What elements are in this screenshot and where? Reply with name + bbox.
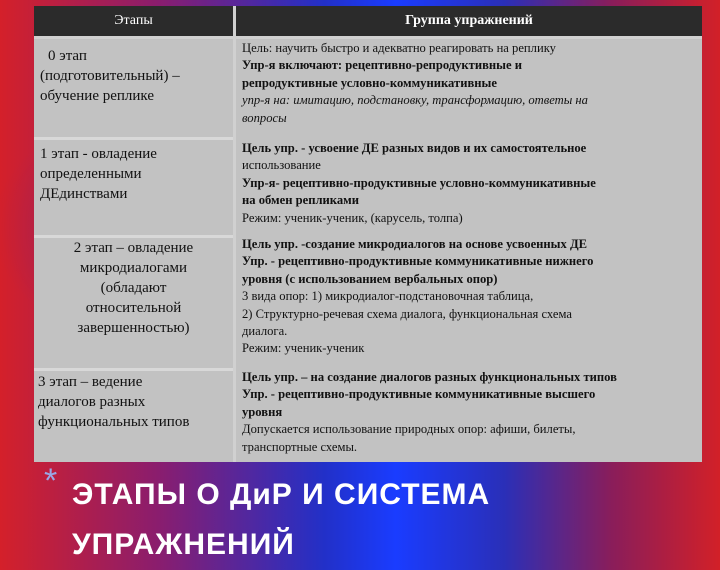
- stage-1-line-3: ДЕдинствами: [40, 186, 128, 202]
- exercise-cell-1: [236, 140, 702, 236]
- stage-3-line-3: функциональных типов: [38, 414, 190, 430]
- row-1-line-1: Цель упр. - усвоение ДЕ разных видов и их самостоятельное: [242, 141, 587, 155]
- row-2-line-1: Цель упр. -создание микродиалогов на основе усвоенных ДЕ: [242, 237, 588, 251]
- row-3-line-4: Допускается использование природных опор: афиши, билеты,: [242, 422, 576, 437]
- row-0-line-2: Упр-я включают: рецептивно-репродуктивные и: [242, 58, 523, 73]
- stage-3-line-1: 3 этап – ведение: [38, 374, 143, 390]
- stage-cell-0: [34, 39, 233, 137]
- header-exercises: Группа упражнений: [236, 6, 702, 36]
- row-3-line-1: Цель упр. – на создание диалогов разных функциональных типов: [242, 370, 617, 384]
- asterisk-icon: *: [44, 462, 59, 500]
- stage-1-line-2: определенными: [40, 166, 142, 182]
- header-stages: Этапы: [34, 6, 233, 36]
- stage-cell-2: [34, 238, 233, 368]
- exercise-cell-3: [236, 369, 702, 462]
- row-1-line-5: Режим: ученик-ученик, (карусель, толпа): [242, 210, 463, 225]
- row-0-line-4: упр-я на: имитацию, подстановку, трансформацию, ответы на: [242, 93, 588, 108]
- stage-0-line-2: (подготовительный) –: [40, 68, 180, 84]
- exercise-cell-0: [236, 39, 702, 140]
- exercise-table: [34, 6, 702, 462]
- row-3-line-5: транспортные схемы.: [242, 439, 358, 454]
- stage-2-line-1: 2 этап – овладение: [73, 240, 194, 256]
- row-0-line-5: вопросы: [242, 110, 287, 125]
- stage-cell-3: [34, 371, 233, 462]
- row-1-line-2: использование: [242, 158, 321, 173]
- row-2-line-2: Упр. - рецептивно-продуктивные коммуникативные нижнего: [242, 254, 594, 269]
- row-3-line-2: Упр. - рецептивно-продуктивные коммуникативные высшего: [242, 387, 596, 402]
- stage-cell-1: [34, 140, 233, 235]
- stage-0-line-1: 0 этап: [48, 48, 87, 64]
- exercise-cell-2: [236, 236, 702, 369]
- slide-title-text: ЭТАПЫ О ДиР И СИСТЕМА УПРАЖНЕНИЙ: [72, 478, 491, 561]
- stage-2-line-3: (обладают: [100, 280, 167, 296]
- row-2-line-4: 3 вида опор: 1) микродиалог-подстановочная таблица,: [242, 289, 534, 304]
- row-1-line-3: Упр-я- рецептивно-продуктивные условно-коммуникативные: [242, 175, 596, 190]
- stage-2-line-2: микродиалогами: [79, 260, 188, 276]
- row-0-goal: Цель: научить быстро и адекватно реагировать на реплику: [242, 41, 556, 55]
- stage-2-line-4: относительной: [85, 300, 182, 316]
- stage-0-line-3: обучение реплике: [40, 88, 154, 104]
- row-2-line-6: диалога.: [242, 324, 288, 339]
- stage-3-line-2: диалогов разных: [38, 394, 146, 410]
- stage-2-line-5: завершенностью): [77, 320, 190, 336]
- row-2-line-3: уровня (с использованием вербальных опор): [242, 271, 498, 286]
- row-3-line-3: уровня: [242, 404, 283, 419]
- stage-1-line-1: 1 этап - овладение: [40, 146, 157, 162]
- row-2-line-7: Режим: ученик-ученик: [242, 341, 365, 356]
- row-1-line-4: на обмен репликами: [242, 193, 359, 208]
- row-0-line-3: репродуктивные условно-коммуникативные: [242, 75, 497, 90]
- slide-title: [44, 462, 706, 561]
- row-2-line-5: 2) Структурно-речевая схема диалога, функциональная схема: [242, 306, 572, 321]
